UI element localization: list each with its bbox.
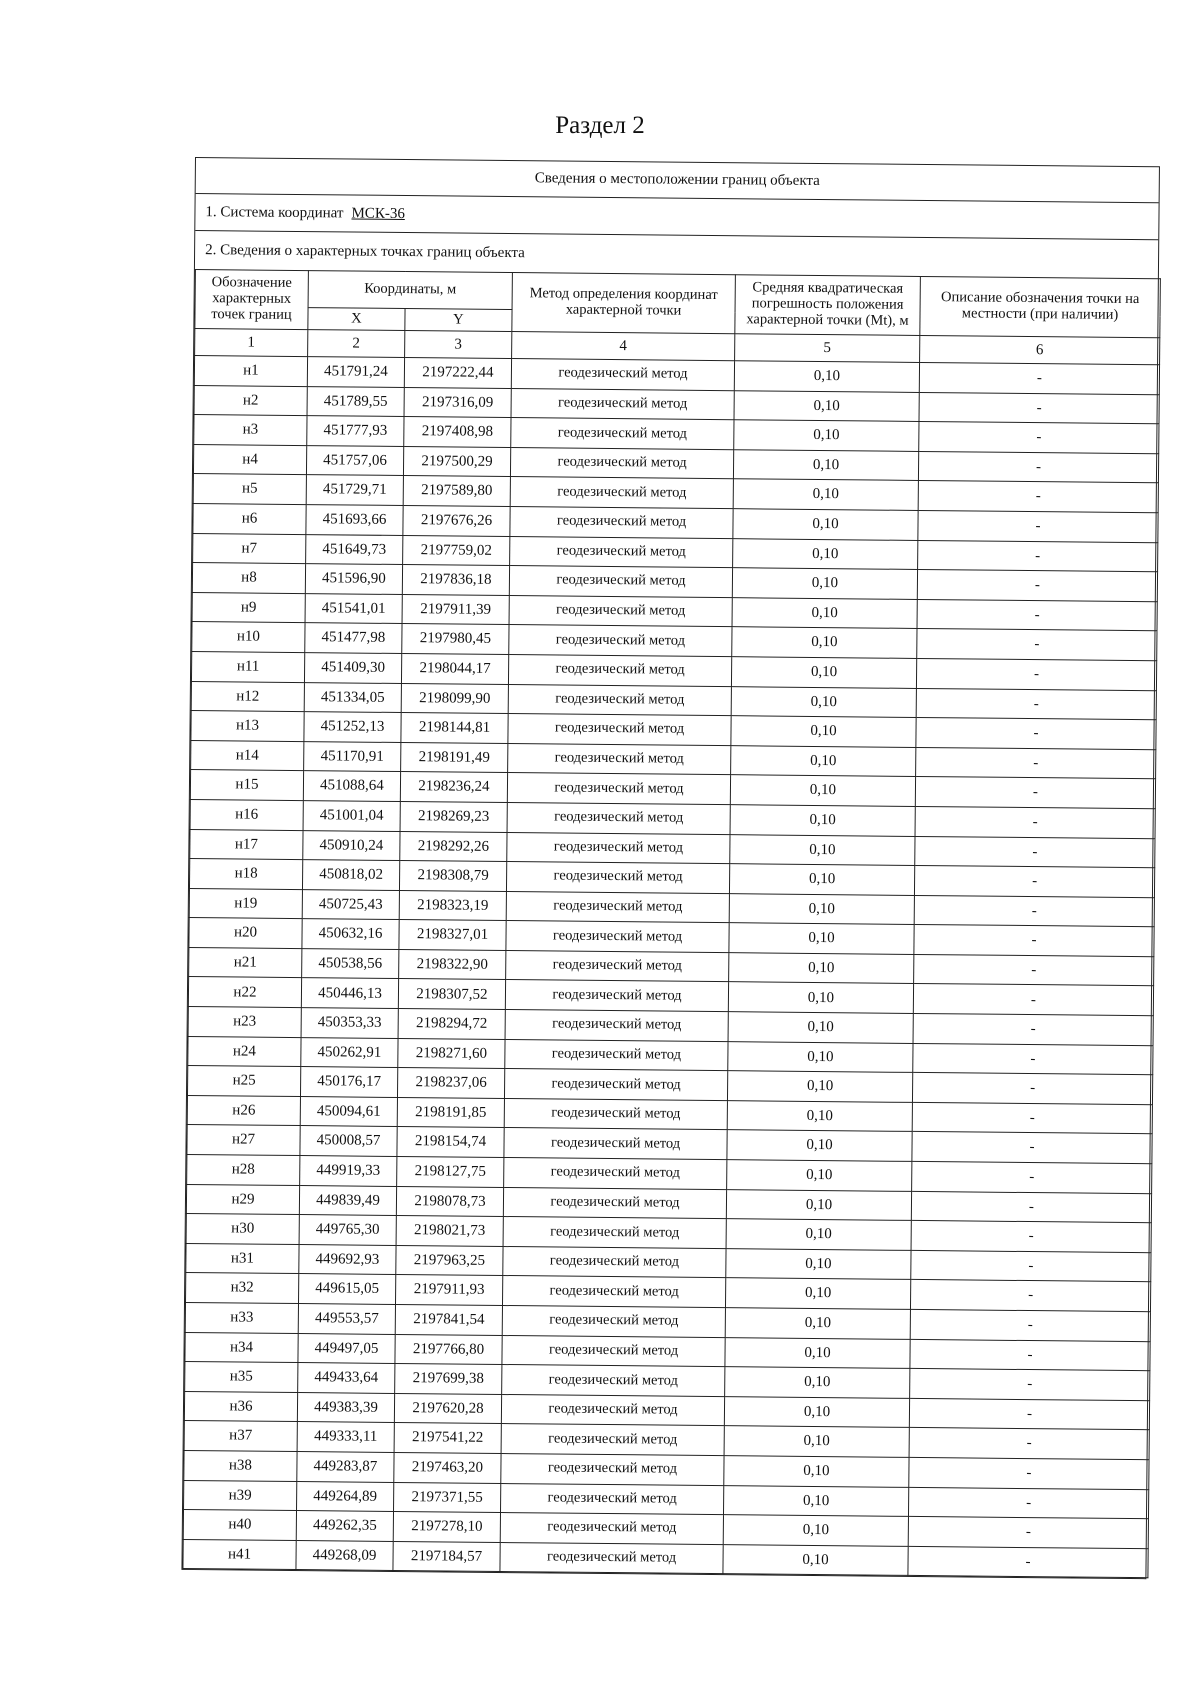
point-id-cell: н32: [186, 1273, 299, 1304]
y-coordinate-cell: 2197759,02: [403, 535, 510, 566]
method-cell: геодезический метод: [510, 507, 733, 539]
method-cell: геодезический метод: [510, 477, 733, 509]
description-cell: -: [918, 481, 1158, 513]
y-coordinate-cell: 2197278,10: [393, 1512, 500, 1543]
y-coordinate-cell: 2198127,75: [397, 1157, 504, 1188]
x-coordinate-cell: 451757,06: [306, 445, 403, 476]
method-cell: геодезический метод: [500, 1513, 723, 1545]
error-cell: 0,10: [729, 864, 914, 895]
x-coordinate-cell: 449283,87: [297, 1452, 394, 1483]
description-cell: -: [915, 777, 1155, 809]
x-coordinate-cell: 450725,43: [302, 889, 399, 920]
method-cell: геодезический метод: [502, 1335, 725, 1367]
description-cell: -: [914, 925, 1154, 957]
error-cell: 0,10: [727, 1160, 912, 1191]
point-id-cell: н20: [189, 918, 302, 949]
description-cell: -: [911, 1191, 1151, 1223]
column-number: 5: [735, 334, 920, 363]
y-coordinate-cell: 2198322,90: [399, 949, 506, 980]
y-coordinate-cell: 2198271,60: [398, 1038, 505, 1069]
point-id-cell: н36: [184, 1391, 297, 1422]
description-cell: -: [916, 718, 1156, 750]
col-header-coordinates: Координаты, м: [308, 271, 512, 310]
point-id-cell: н6: [193, 503, 306, 534]
description-cell: -: [913, 984, 1153, 1016]
y-coordinate-cell: 2197911,39: [402, 594, 509, 625]
method-cell: геодезический метод: [503, 1246, 726, 1278]
point-id-cell: н33: [185, 1302, 298, 1333]
error-cell: 0,10: [727, 1100, 912, 1131]
method-cell: геодезический метод: [511, 359, 734, 391]
description-cell: -: [910, 1339, 1150, 1371]
col-header-description: Описание обозначения точки на местности (при наличии): [920, 276, 1161, 337]
point-id-cell: н9: [192, 592, 305, 623]
point-id-cell: н26: [187, 1095, 300, 1126]
y-coordinate-cell: 2197841,54: [395, 1304, 502, 1335]
point-id-cell: н28: [187, 1154, 300, 1185]
method-cell: геодезический метод: [508, 684, 731, 716]
description-cell: -: [917, 570, 1157, 602]
point-id-cell: н18: [189, 859, 302, 890]
x-coordinate-cell: 451001,04: [303, 800, 400, 831]
description-cell: -: [911, 1221, 1151, 1253]
table-body: [183, 356, 1160, 1579]
y-coordinate-cell: 2198144,81: [401, 713, 508, 744]
x-coordinate-cell: 451791,24: [307, 357, 404, 388]
method-cell: геодезический метод: [508, 654, 731, 686]
description-cell: -: [909, 1398, 1149, 1430]
error-cell: 0,10: [734, 420, 919, 451]
point-id-cell: н35: [185, 1362, 298, 1393]
error-cell: 0,10: [724, 1396, 909, 1427]
method-cell: геодезический метод: [500, 1542, 723, 1574]
description-cell: -: [908, 1517, 1148, 1549]
description-cell: -: [915, 806, 1155, 838]
y-coordinate-cell: 2198191,85: [397, 1097, 504, 1128]
error-cell: 0,10: [733, 449, 918, 480]
col-header-error: Средняя квадратическая погрешность положения характерной точки (Mt), м: [735, 275, 921, 336]
description-cell: -: [913, 1013, 1153, 1045]
x-coordinate-cell: 449497,05: [298, 1333, 395, 1364]
x-coordinate-cell: 451649,73: [306, 534, 403, 565]
y-coordinate-cell: 2197222,44: [404, 358, 511, 389]
x-coordinate-cell: 450176,17: [300, 1067, 397, 1098]
coord-system-label: 1. Система координат: [205, 203, 344, 221]
description-cell: -: [914, 895, 1154, 927]
point-id-cell: н38: [184, 1450, 297, 1481]
x-coordinate-cell: 449264,89: [297, 1481, 394, 1512]
description-cell: -: [919, 392, 1159, 424]
method-cell: геодезический метод: [508, 714, 731, 746]
error-cell: 0,10: [728, 1012, 913, 1043]
error-cell: 0,10: [724, 1426, 909, 1457]
method-cell: геодезический метод: [505, 980, 728, 1012]
method-cell: геодезический метод: [502, 1306, 725, 1338]
description-cell: -: [915, 836, 1155, 868]
y-coordinate-cell: 2197184,57: [393, 1541, 500, 1572]
point-id-cell: н14: [191, 740, 304, 771]
point-id-cell: н29: [186, 1184, 299, 1215]
method-cell: геодезический метод: [509, 595, 732, 627]
error-cell: 0,10: [726, 1189, 911, 1220]
error-cell: 0,10: [732, 597, 917, 628]
x-coordinate-cell: 451088,64: [303, 771, 400, 802]
error-cell: 0,10: [725, 1367, 910, 1398]
point-id-cell: н3: [194, 415, 307, 446]
coord-system-value: МСК-36: [351, 205, 405, 222]
x-coordinate-cell: 449692,93: [299, 1244, 396, 1275]
y-coordinate-cell: 2198237,06: [397, 1068, 504, 1099]
method-cell: геодезический метод: [501, 1424, 724, 1456]
point-id-cell: н25: [187, 1066, 300, 1097]
description-cell: -: [909, 1457, 1149, 1489]
error-cell: 0,10: [733, 509, 918, 540]
point-id-cell: н12: [191, 681, 304, 712]
x-coordinate-cell: 450632,16: [302, 919, 399, 950]
error-cell: 0,10: [731, 686, 916, 717]
col-header-x: X: [308, 308, 405, 331]
description-cell: -: [908, 1546, 1148, 1578]
x-coordinate-cell: 449919,33: [300, 1156, 397, 1187]
x-coordinate-cell: 449553,57: [298, 1304, 395, 1335]
method-cell: геодезический метод: [503, 1217, 726, 1249]
x-coordinate-cell: 451170,91: [304, 741, 401, 772]
y-coordinate-cell: 2198044,17: [401, 653, 508, 684]
point-id-cell: н7: [193, 533, 306, 564]
error-cell: 0,10: [725, 1337, 910, 1368]
method-cell: геодезический метод: [504, 1069, 727, 1101]
error-cell: 0,10: [724, 1485, 909, 1516]
description-cell: -: [910, 1280, 1150, 1312]
description-cell: -: [919, 422, 1159, 454]
method-cell: геодезический метод: [506, 862, 729, 894]
method-cell: геодезический метод: [502, 1365, 725, 1397]
points-caption: 2. Сведения о характерных точках границ объекта: [205, 241, 525, 261]
point-id-cell: н23: [188, 1007, 301, 1038]
y-coordinate-cell: 2198154,74: [397, 1127, 504, 1158]
x-coordinate-cell: 450910,24: [303, 830, 400, 861]
x-coordinate-cell: 449333,11: [297, 1422, 394, 1453]
point-id-cell: н41: [183, 1539, 296, 1570]
description-cell: -: [917, 629, 1157, 661]
method-cell: геодезический метод: [505, 1039, 728, 1071]
y-coordinate-cell: 2198078,73: [396, 1186, 503, 1217]
col-header-method: Метод определения координат характерной точки: [512, 273, 736, 334]
point-id-cell: н16: [190, 799, 303, 830]
x-coordinate-cell: 449615,05: [298, 1274, 395, 1305]
error-cell: 0,10: [733, 538, 918, 569]
error-cell: 0,10: [726, 1248, 911, 1279]
point-id-cell: н5: [193, 474, 306, 505]
column-number: 2: [308, 330, 405, 358]
description-cell: -: [916, 658, 1156, 690]
point-id-cell: н27: [187, 1125, 300, 1156]
y-coordinate-cell: 2198269,23: [400, 801, 507, 832]
y-coordinate-cell: 2197463,20: [394, 1452, 501, 1483]
y-coordinate-cell: 2197500,29: [403, 446, 510, 477]
point-id-cell: н8: [192, 563, 305, 594]
section-title: Раздел 2: [555, 112, 645, 139]
boundary-points-table: [182, 269, 1160, 1579]
x-coordinate-cell: 450353,33: [301, 1008, 398, 1039]
point-id-cell: н40: [183, 1510, 296, 1541]
point-id-cell: н24: [188, 1036, 301, 1067]
y-coordinate-cell: 2197699,38: [395, 1364, 502, 1395]
y-coordinate-cell: 2198021,73: [396, 1216, 503, 1247]
point-id-cell: н10: [192, 622, 305, 653]
col-header-y: Y: [405, 309, 512, 332]
error-cell: 0,10: [729, 923, 914, 954]
x-coordinate-cell: 451409,30: [304, 653, 401, 684]
method-cell: геодезический метод: [506, 891, 729, 923]
x-coordinate-cell: 449433,64: [298, 1363, 395, 1394]
method-cell: геодезический метод: [501, 1483, 724, 1515]
error-cell: 0,10: [731, 745, 916, 776]
y-coordinate-cell: 2197836,18: [402, 565, 509, 596]
description-cell: -: [916, 747, 1156, 779]
y-coordinate-cell: 2198308,79: [399, 861, 506, 892]
x-coordinate-cell: 450818,02: [302, 860, 399, 891]
point-id-cell: н31: [186, 1243, 299, 1274]
description-cell: -: [916, 688, 1156, 720]
error-cell: 0,10: [729, 893, 914, 924]
description-cell: -: [912, 1132, 1152, 1164]
y-coordinate-cell: 2197620,28: [394, 1393, 501, 1424]
x-coordinate-cell: 450446,13: [301, 978, 398, 1009]
error-cell: 0,10: [727, 1130, 912, 1161]
description-cell: -: [909, 1428, 1149, 1460]
method-cell: геодезический метод: [501, 1453, 724, 1485]
error-cell: 0,10: [723, 1515, 908, 1546]
description-cell: -: [913, 1043, 1153, 1075]
x-coordinate-cell: 449383,39: [297, 1392, 394, 1423]
error-cell: 0,10: [730, 775, 915, 806]
block-title: Сведения о местоположении границ объекта: [196, 158, 1159, 203]
method-cell: геодезический метод: [503, 1187, 726, 1219]
description-cell: -: [918, 510, 1158, 542]
y-coordinate-cell: 2197316,09: [404, 387, 511, 418]
y-coordinate-cell: 2197963,25: [396, 1245, 503, 1276]
boundary-info-form: [181, 157, 1160, 1580]
point-id-cell: н22: [188, 977, 301, 1008]
column-number: 3: [405, 331, 512, 359]
description-cell: -: [912, 1102, 1152, 1134]
method-cell: геодезический метод: [507, 802, 730, 834]
point-id-cell: н1: [194, 356, 307, 387]
description-cell: -: [914, 866, 1154, 898]
y-coordinate-cell: 2197911,93: [395, 1275, 502, 1306]
method-cell: геодезический метод: [511, 418, 734, 450]
column-number: 1: [195, 329, 308, 357]
y-coordinate-cell: 2198323,19: [399, 890, 506, 921]
description-cell: -: [918, 540, 1158, 572]
method-cell: геодезический метод: [509, 566, 732, 598]
method-cell: геодезический метод: [507, 773, 730, 805]
method-cell: геодезический метод: [504, 1098, 727, 1130]
error-cell: 0,10: [732, 627, 917, 658]
error-cell: 0,10: [732, 568, 917, 599]
y-coordinate-cell: 2198191,49: [401, 742, 508, 773]
y-coordinate-cell: 2198294,72: [398, 1009, 505, 1040]
point-id-cell: н34: [185, 1332, 298, 1363]
method-cell: геодезический метод: [511, 388, 734, 420]
error-cell: 0,10: [723, 1544, 908, 1575]
error-cell: 0,10: [725, 1308, 910, 1339]
y-coordinate-cell: 2197541,22: [394, 1423, 501, 1454]
description-cell: -: [919, 362, 1159, 394]
error-cell: 0,10: [729, 953, 914, 984]
x-coordinate-cell: 450262,91: [301, 1037, 398, 1068]
method-cell: геодезический метод: [509, 625, 732, 657]
method-cell: геодезический метод: [507, 832, 730, 864]
x-coordinate-cell: 449268,09: [296, 1540, 393, 1571]
point-id-cell: н30: [186, 1214, 299, 1245]
error-cell: 0,10: [730, 834, 915, 865]
x-coordinate-cell: 451693,66: [306, 505, 403, 536]
description-cell: -: [912, 1073, 1152, 1105]
method-cell: геодезический метод: [505, 1010, 728, 1042]
column-number: 4: [512, 332, 735, 361]
x-coordinate-cell: 451541,01: [305, 593, 402, 624]
error-cell: 0,10: [734, 390, 919, 421]
x-coordinate-cell: 451729,71: [306, 475, 403, 506]
y-coordinate-cell: 2198099,90: [401, 683, 508, 714]
y-coordinate-cell: 2198292,26: [400, 831, 507, 862]
method-cell: геодезический метод: [510, 447, 733, 479]
point-id-cell: н11: [191, 651, 304, 682]
y-coordinate-cell: 2197371,55: [394, 1482, 501, 1513]
y-coordinate-cell: 2197766,80: [395, 1334, 502, 1365]
point-id-cell: н15: [190, 770, 303, 801]
column-number: 6: [920, 335, 1160, 364]
error-cell: 0,10: [730, 805, 915, 836]
point-id-cell: н13: [191, 711, 304, 742]
error-cell: 0,10: [728, 1041, 913, 1072]
error-cell: 0,10: [731, 657, 916, 688]
description-cell: -: [917, 599, 1157, 631]
error-cell: 0,10: [724, 1456, 909, 1487]
x-coordinate-cell: 449839,49: [299, 1185, 396, 1216]
description-cell: -: [908, 1487, 1148, 1519]
x-coordinate-cell: 450008,57: [300, 1126, 397, 1157]
method-cell: геодезический метод: [508, 743, 731, 775]
point-id-cell: н17: [190, 829, 303, 860]
error-cell: 0,10: [726, 1219, 911, 1250]
x-coordinate-cell: 450538,56: [302, 948, 399, 979]
x-coordinate-cell: 449262,35: [296, 1511, 393, 1542]
method-cell: геодезический метод: [504, 1158, 727, 1190]
point-id-cell: н37: [184, 1421, 297, 1452]
error-cell: 0,10: [734, 361, 919, 392]
x-coordinate-cell: 451596,90: [305, 564, 402, 595]
error-cell: 0,10: [731, 716, 916, 747]
y-coordinate-cell: 2198236,24: [400, 772, 507, 803]
method-cell: геодезический метод: [501, 1394, 724, 1426]
method-cell: геодезический метод: [506, 950, 729, 982]
description-cell: -: [911, 1250, 1151, 1282]
y-coordinate-cell: 2197980,45: [402, 624, 509, 655]
method-cell: геодезический метод: [510, 536, 733, 568]
col-header-designation: Обозначение характерных точек границ: [195, 270, 309, 330]
x-coordinate-cell: 450094,61: [300, 1096, 397, 1127]
x-coordinate-cell: 451334,05: [304, 682, 401, 713]
y-coordinate-cell: 2198307,52: [398, 979, 505, 1010]
method-cell: геодезический метод: [503, 1276, 726, 1308]
error-cell: 0,10: [725, 1278, 910, 1309]
y-coordinate-cell: 2197408,98: [404, 417, 511, 448]
method-cell: геодезический метод: [506, 921, 729, 953]
description-cell: -: [910, 1369, 1150, 1401]
x-coordinate-cell: 451252,13: [304, 712, 401, 743]
description-cell: -: [912, 1161, 1152, 1193]
x-coordinate-cell: 451789,55: [307, 386, 404, 417]
description-cell: -: [914, 954, 1154, 986]
x-coordinate-cell: 449765,30: [299, 1215, 396, 1246]
x-coordinate-cell: 451477,98: [305, 623, 402, 654]
point-id-cell: н2: [194, 385, 307, 416]
point-id-cell: н21: [189, 947, 302, 978]
error-cell: 0,10: [728, 982, 913, 1013]
description-cell: -: [918, 451, 1158, 483]
y-coordinate-cell: 2197676,26: [403, 505, 510, 536]
y-coordinate-cell: 2198327,01: [399, 920, 506, 951]
description-cell: -: [910, 1309, 1150, 1341]
error-cell: 0,10: [727, 1071, 912, 1102]
method-cell: геодезический метод: [504, 1128, 727, 1160]
error-cell: 0,10: [733, 479, 918, 510]
y-coordinate-cell: 2197589,80: [403, 476, 510, 507]
point-id-cell: н39: [184, 1480, 297, 1511]
point-id-cell: н4: [193, 444, 306, 475]
x-coordinate-cell: 451777,93: [307, 416, 404, 447]
point-id-cell: н19: [189, 888, 302, 919]
